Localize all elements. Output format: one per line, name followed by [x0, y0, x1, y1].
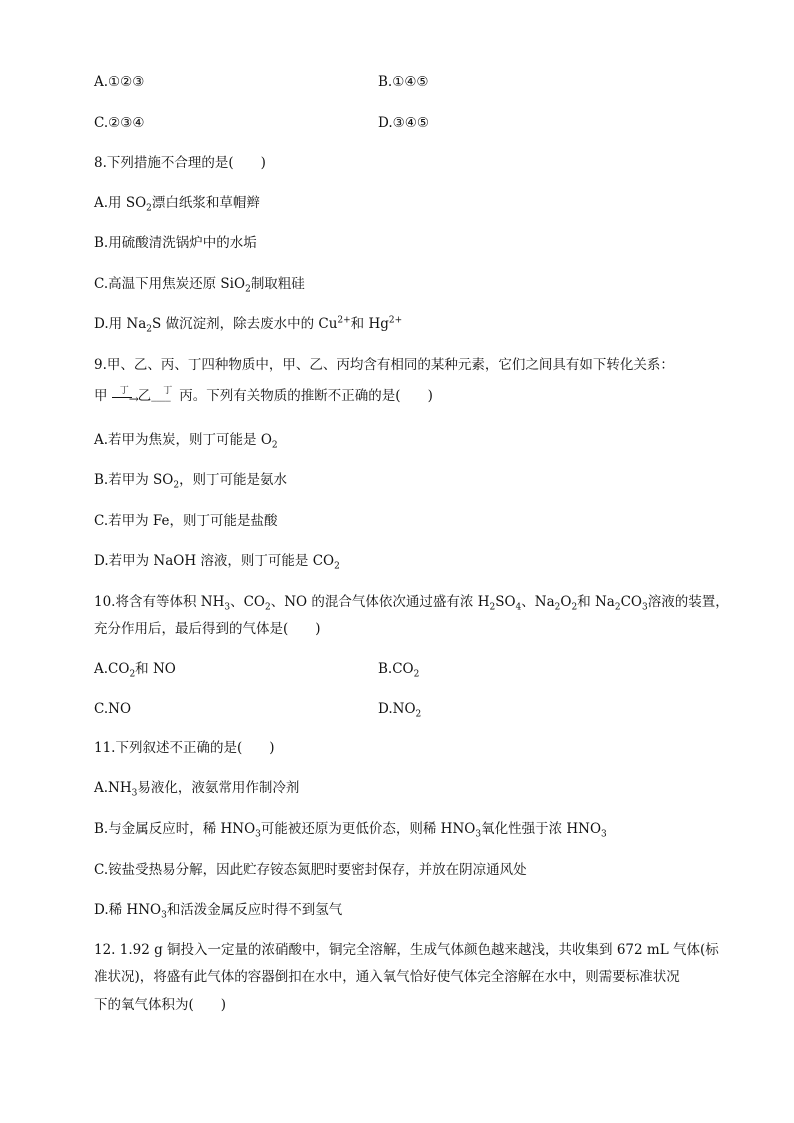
q8-option-a: A.用 $SO_2$漂白纸浆和草帽辫 — [94, 195, 260, 214]
q7-option-c: C.②③④ — [94, 115, 145, 131]
q12-line2: 准状况)，将盛有此气体的容器倒扣在水中，通入氧气恰好使气体完全溶解在水中，则需要标准状况 — [94, 969, 680, 985]
q7-option-a: A.①②③ — [94, 74, 145, 90]
q9-bing-rest: 丙。下列有关物质的推断不正确的是( ) — [179, 388, 433, 404]
q7-option-b: B.①④⑤ — [378, 74, 429, 90]
q7-option-d: D.③④⑤ — [378, 115, 429, 131]
q11-option-d: D.稀 $HNO_3$和活泼金属反应时得不到氢气 — [94, 902, 343, 921]
q9-jia: 甲 — [94, 388, 108, 404]
q9-option-b: B.若甲为 $SO_2$，则丁可能是氨水 — [94, 472, 288, 491]
q10-option-d: $D.NO_2$ — [378, 701, 422, 720]
q11-stem: 11.下列叙述不正确的是( ) — [94, 740, 275, 756]
q11-option-c: C.铵盐受热易分解，因此贮存铵态氮肥时要密封保存，并放在阴凉通风处 — [94, 862, 527, 878]
q9-stem-line1: 9.甲、乙、丙、丁四种物质中，甲、乙、丙均含有相同的某种元素，它们之间具有如下转化关系： — [94, 357, 674, 373]
q9-option-d: D.若甲为 NaOH 溶液，则丁可能是 $CO_2$ — [94, 553, 340, 572]
q8-option-b: B.用硫酸清洗锅炉中的水垢 — [94, 235, 257, 251]
q10-stem-line1: 10.将含有等体积 $NH_3$、$CO_2$、NO 的混合气体依次通过盛有浓 $H_2SO_4$、$Na_2O_2$和 $Na_2CO_3$溶液的装置， — [94, 594, 729, 613]
q10-option-a: $A.CO_2$和 NO — [94, 661, 176, 680]
q12-line3: 下的氧气体积为( ) — [94, 997, 227, 1013]
q9-stem-line2 — [94, 386, 433, 406]
q10-option-b: $B.CO_2$ — [378, 661, 420, 680]
q8-stem: 8.下列措施不合理的是( ) — [94, 155, 266, 171]
q12-line1: 12. 1.92 g 铜投入一定量的浓硝酸中，铜完全溶解，生成气体颜色越来越浅，共收集到 672 mL 气体(标 — [94, 942, 719, 958]
q8-option-c: C.高温下用焦炭还原 SiO$_2$制取粗硅 — [94, 276, 305, 295]
q8-option-d: D.用 $Na_2S$ 做沉淀剂，除去废水中的 $Cu^{2+}$和 $Hg^{2+}$ — [94, 315, 403, 335]
q11-option-b: B.与金属反应时，稀 $HNO_3$可能被还原为更低价态，则稀 $HNO_3$氧化性强于浓 $HNO_3$ — [94, 821, 607, 840]
q11-option-a: $A.NH_3$易液化，液氨常用作制冷剂 — [94, 780, 300, 799]
q9-option-a: A.若甲为焦炭，则丁可能是 $O_2$ — [94, 432, 278, 451]
q9-yi: 乙 — [137, 388, 152, 404]
q9-arrow-2: 丁 ━━━━ — [151, 385, 173, 406]
q9-option-c: C.若甲为 Fe，则丁可能是盐酸 — [94, 513, 278, 529]
q10-stem-line2: 充分作用后，最后得到的气体是( ) — [94, 621, 321, 637]
q10-option-c: C.NO — [94, 701, 132, 717]
q9-arrow-1: 丁 → — [112, 390, 138, 404]
